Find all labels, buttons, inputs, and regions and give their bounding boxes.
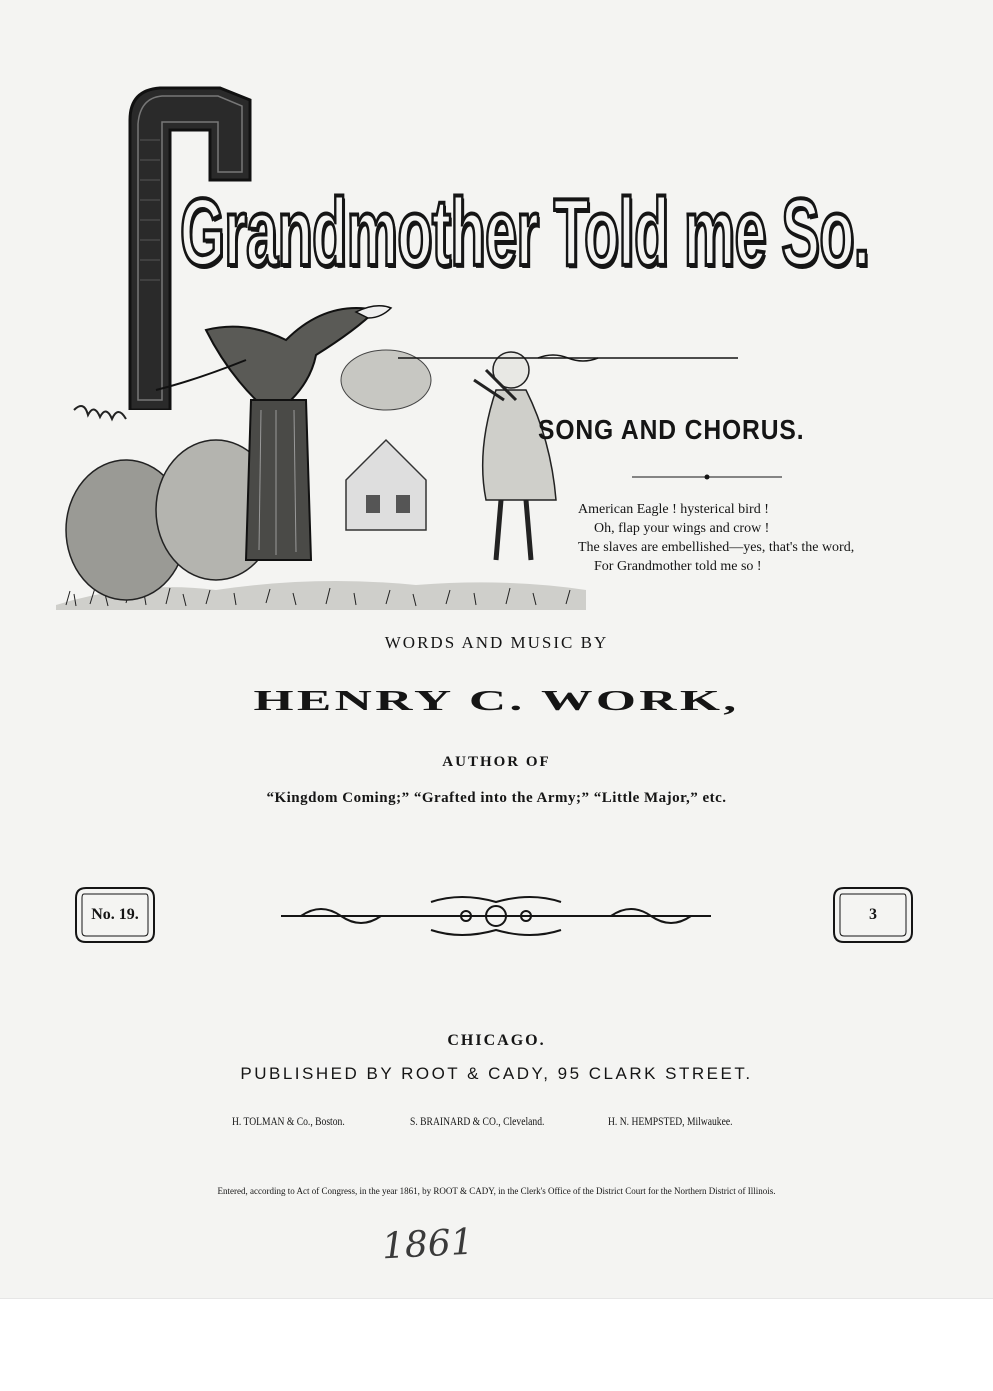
agent-milwaukee: H. N. HEMPSTED, Milwaukee. xyxy=(608,1114,733,1128)
publication-city: CHICAGO. xyxy=(447,1032,546,1049)
verse-line: American Eagle ! hysterical bird ! xyxy=(578,502,769,517)
eagle-and-child-illustration xyxy=(56,260,596,615)
verse-line: For Grandmother told me so ! xyxy=(594,559,762,574)
other-works: “Kingdom Coming;” “Grafted into the Army;” “Little Major,” etc. xyxy=(266,790,727,806)
song-title: Grandmother Told me So. xyxy=(180,179,870,286)
title-divider xyxy=(398,352,738,364)
song-subtitle: SONG AND CHORUS. xyxy=(538,414,805,445)
agent-boston: H. TOLMAN & Co., Boston. xyxy=(232,1114,345,1128)
subtitle-divider xyxy=(632,473,782,481)
credit-label: WORDS AND MUSIC BY xyxy=(384,633,609,652)
series-number: No. 19. xyxy=(91,906,139,923)
author-name: HENRY C. WORK, xyxy=(253,684,740,717)
verse-line: Oh, flap your wings and crow ! xyxy=(594,521,770,536)
verse-line: The slaves are embellished—yes, that's the word, xyxy=(578,540,855,555)
copyright-notice: Entered, according to Act of Congress, in the year 1861, by ROOT & CADY, in the Clerk's Office of the District Court for the Northern District of Illinois. xyxy=(217,1186,776,1196)
bottom-margin-strip xyxy=(0,1298,993,1391)
central-ornament xyxy=(281,888,711,944)
author-of-label: AUTHOR OF xyxy=(442,754,551,770)
price-value: 3 xyxy=(869,906,877,923)
epigraph-verse xyxy=(578,500,918,576)
price-badge xyxy=(830,884,916,946)
publisher-line: PUBLISHED BY ROOT & CADY, 95 CLARK STREET. xyxy=(240,1064,753,1083)
handwritten-year: 1861 xyxy=(380,1221,475,1268)
agent-cleveland: S. BRAINARD & CO., Cleveland. xyxy=(410,1114,545,1128)
series-number-badge xyxy=(72,884,158,946)
